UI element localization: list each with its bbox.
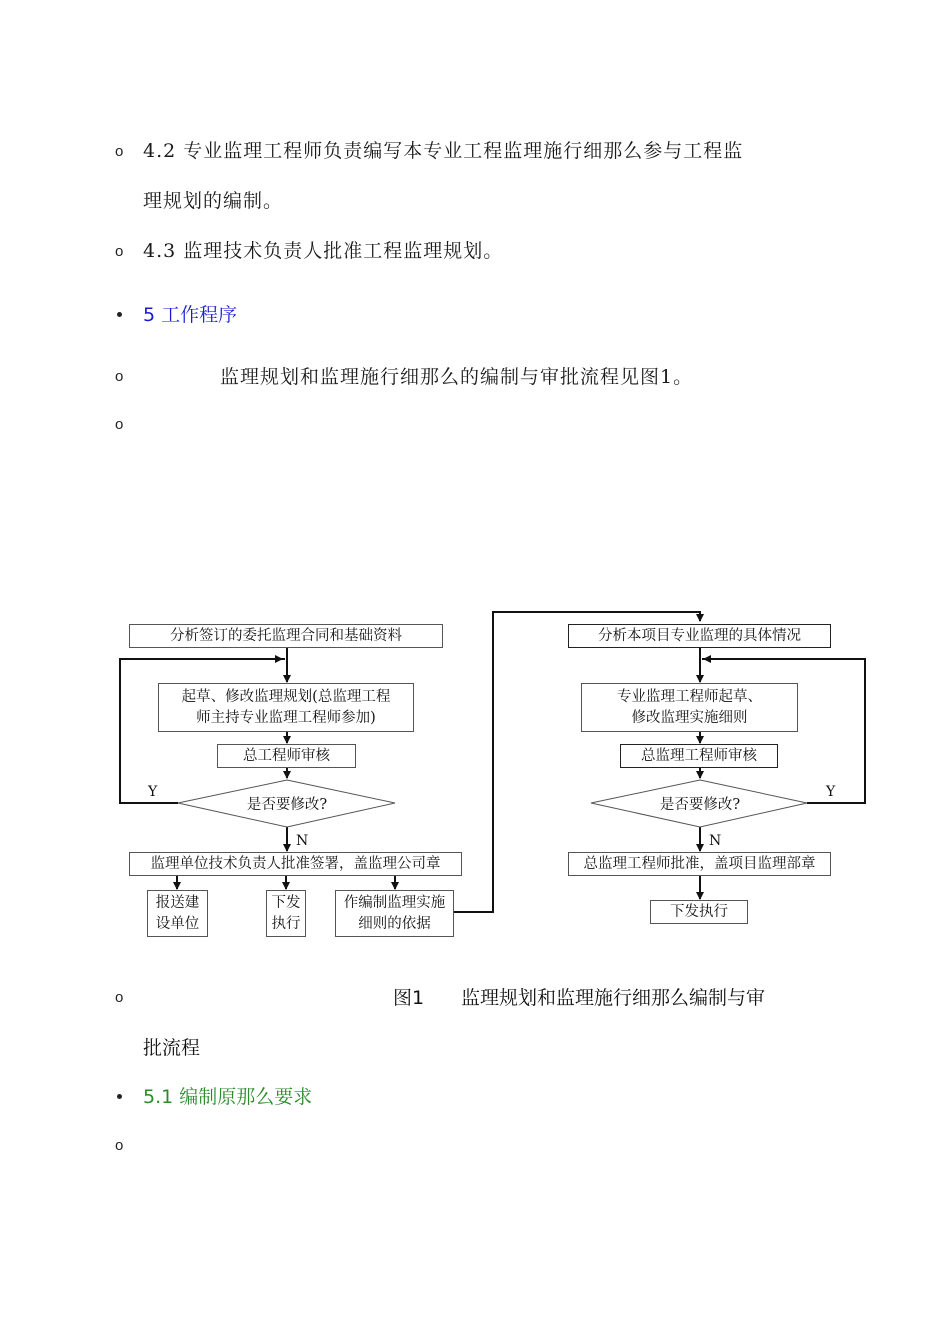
left-output-report-line1: 报送建 bbox=[155, 894, 200, 911]
left-output-basis-box bbox=[335, 890, 454, 937]
list-bullet: o bbox=[115, 243, 124, 260]
list-bullet-dot bbox=[117, 312, 122, 317]
paragraph-4-2-line2: 理规划的编制。 bbox=[143, 190, 284, 212]
figure-caption-title-line2: 批流程 bbox=[143, 1037, 201, 1059]
left-draft-line1: 起草、修改监理规划(总监理工程 bbox=[181, 688, 391, 705]
right-draft-box bbox=[581, 683, 798, 732]
right-approve-box: 总监理工程师批准，盖项目监理部章 bbox=[568, 852, 831, 876]
list-bullet: o bbox=[115, 989, 124, 1006]
left-draft-line2: 师主持专业监理工程师参加) bbox=[196, 709, 376, 726]
flowchart-connectors bbox=[110, 600, 880, 950]
left-yes-label: Y bbox=[148, 784, 158, 800]
left-output-issue-line1: 下发 bbox=[271, 894, 301, 911]
paragraph-4-3: 4.3 监理技术负责人批准工程监理规划。 bbox=[143, 240, 504, 262]
right-review-box: 总监理工程师审核 bbox=[620, 744, 778, 768]
left-draft-box bbox=[158, 683, 414, 732]
left-output-basis-line1: 作编制监理实施 bbox=[343, 894, 446, 911]
flow-intro-text: 监理规划和监理施行细那么的编制与审批流程见图1。 bbox=[220, 366, 694, 388]
section-5-heading: 5 工作程序 bbox=[143, 304, 238, 326]
left-decision-label: 是否要修改? bbox=[246, 797, 328, 813]
left-output-issue-box bbox=[266, 890, 306, 937]
left-output-issue-line2: 执行 bbox=[271, 915, 301, 932]
list-bullet-dot bbox=[117, 1094, 122, 1099]
list-bullet: o bbox=[115, 416, 124, 433]
left-review-box: 总工程师审核 bbox=[217, 744, 356, 768]
list-bullet: o bbox=[115, 1137, 124, 1154]
list-bullet: o bbox=[115, 368, 124, 385]
paragraph-4-2-line1: 4.2 专业监理工程师负责编写本专业工程监理施行细那么参与工程监 bbox=[143, 140, 744, 162]
flowchart bbox=[110, 600, 880, 950]
list-bullet: o bbox=[115, 143, 124, 160]
left-output-report-line2: 设单位 bbox=[155, 915, 200, 932]
right-draft-line2: 修改监理实施细则 bbox=[631, 709, 748, 726]
figure-caption-title-line1: 监理规划和监理施行细那么编制与审 bbox=[461, 987, 766, 1009]
right-yes-label: Y bbox=[826, 784, 836, 800]
right-no-label: N bbox=[709, 833, 722, 849]
figure-caption-label: 图1 bbox=[393, 987, 425, 1009]
right-decision-label: 是否要修改? bbox=[659, 797, 741, 813]
left-output-report-box bbox=[147, 890, 208, 937]
right-start-box: 分析本项目专业监理的具体情况 bbox=[568, 624, 831, 648]
left-output-basis-line2: 细则的依据 bbox=[358, 915, 431, 932]
left-no-label: N bbox=[296, 833, 309, 849]
section-5-1-heading: 5.1 编制原那么要求 bbox=[143, 1086, 313, 1108]
right-issue-box: 下发执行 bbox=[650, 900, 748, 924]
left-approve-box: 监理单位技术负责人批准签署，盖监理公司章 bbox=[129, 852, 462, 876]
left-start-box: 分析签订的委托监理合同和基础资料 bbox=[129, 624, 443, 648]
right-draft-line1: 专业监理工程师起草、 bbox=[617, 688, 762, 705]
